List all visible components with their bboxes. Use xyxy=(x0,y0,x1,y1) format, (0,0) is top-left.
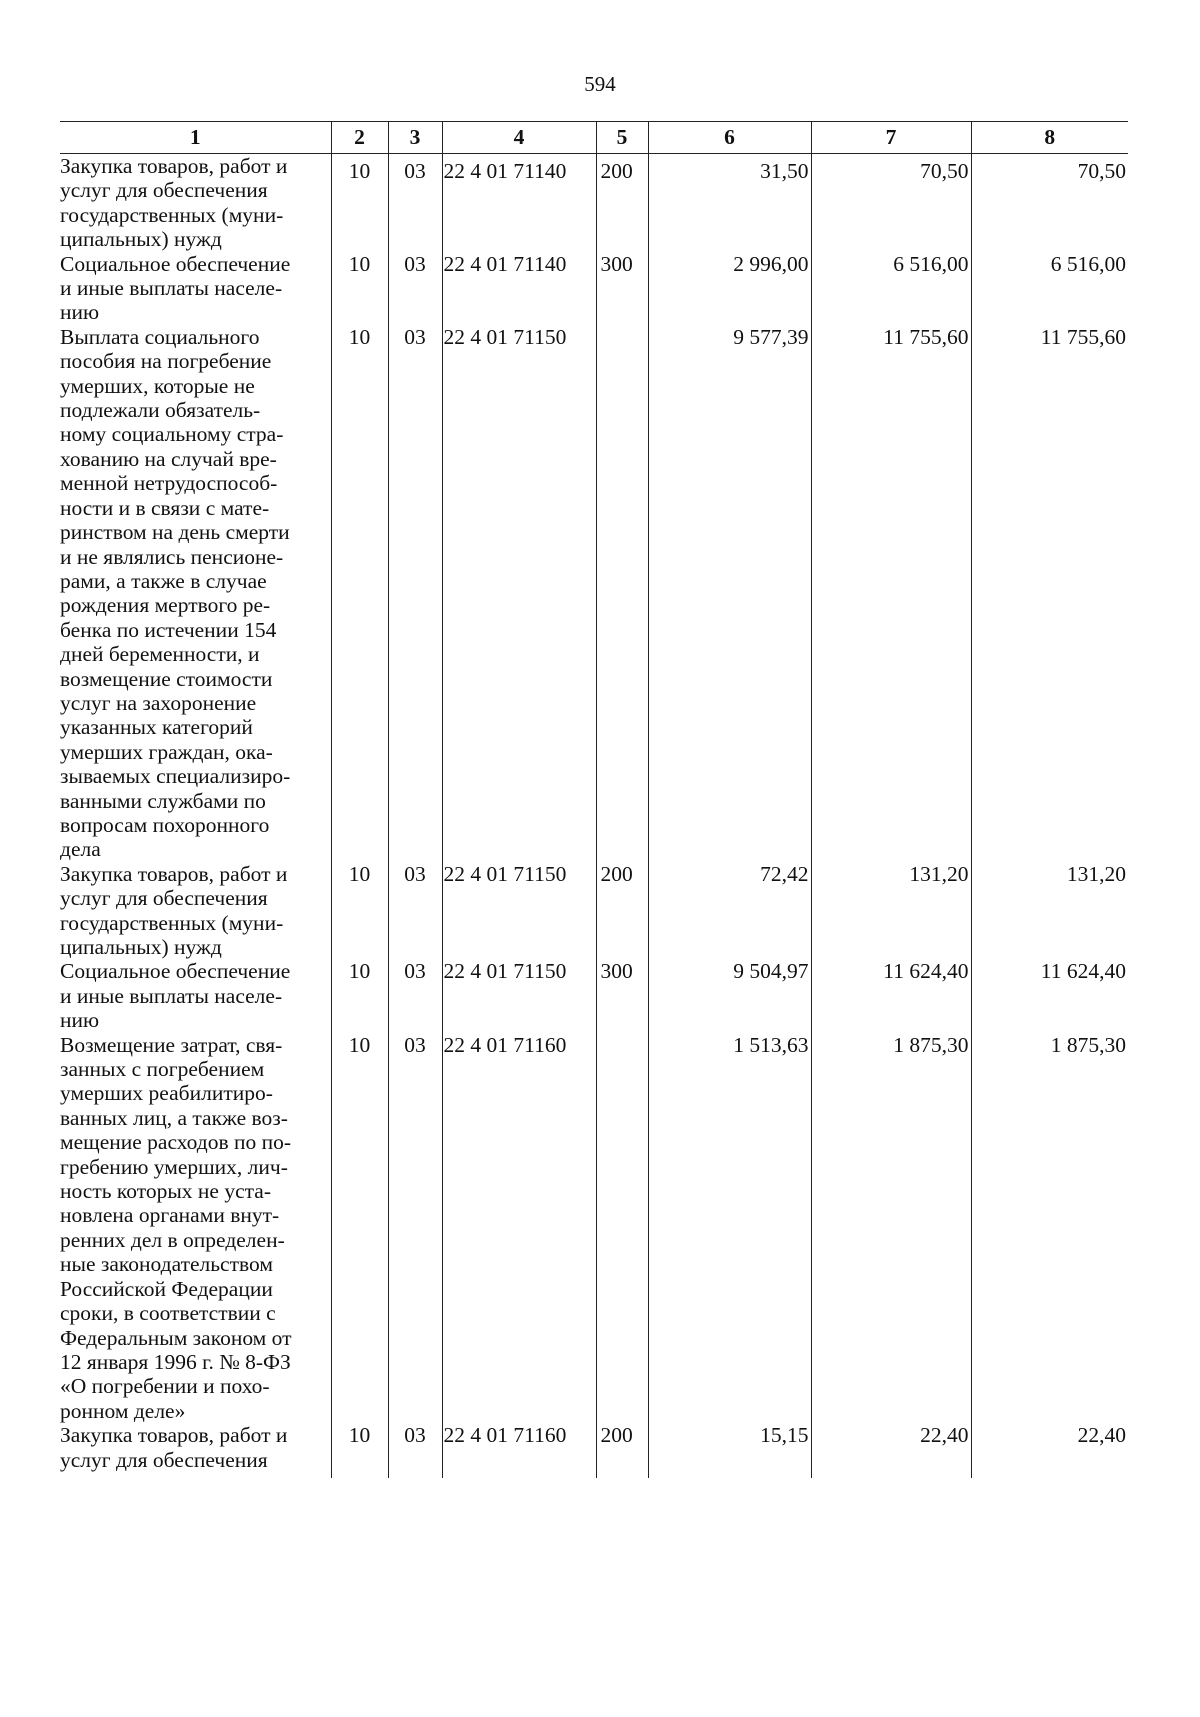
row-value-8: 70,50 xyxy=(971,154,1128,252)
header-col-7: 7 xyxy=(811,122,971,154)
row-value-6: 15,15 xyxy=(648,1423,811,1478)
header-col-6: 6 xyxy=(648,122,811,154)
row-name: Социальное обеспечение и иные выплаты населе- нию xyxy=(60,251,291,325)
row-name: Закупка товаров, работ и услуг для обеспечения государственных (муни- ципальных) нужд xyxy=(60,154,288,252)
row-section: 10 xyxy=(331,154,388,252)
row-value-8: 1 875,30 xyxy=(971,1033,1128,1424)
row-target-code: 22 4 01 71140 xyxy=(442,154,596,252)
row-subsection: 03 xyxy=(388,325,442,862)
row-value-6: 1 513,63 xyxy=(648,1033,811,1424)
row-name: Социальное обеспечение и иные выплаты населе- нию xyxy=(60,959,291,1033)
row-subsection: 03 xyxy=(388,959,442,1032)
table-body xyxy=(60,154,1128,1478)
table-row xyxy=(60,1423,1128,1478)
header-col-2: 2 xyxy=(331,122,388,154)
table-row xyxy=(60,862,1128,960)
row-section: 10 xyxy=(331,862,388,960)
row-name: Выплата социального пособия на погребение умерших, которые не подлежали обязатель- ному социальному стра- хованию на случай вре- менной нетрудоспособ- ности и в связи с мате- ринством на день смерти и не являлись пенсионе- рами, а также в случае рождения мертвого ре- бенка по истечении 154 дней беременности, и возмещение стоимости услуг на захоронение указанных категорий умерших граждан, ока- зываемых специализиро- ванными службами по вопросам похоронного дела xyxy=(60,324,291,862)
header-col-1: 1 xyxy=(60,122,331,154)
row-value-7: 22,40 xyxy=(811,1423,971,1478)
row-section: 10 xyxy=(331,1033,388,1424)
row-value-8: 131,20 xyxy=(971,862,1128,960)
row-value-6: 9 577,39 xyxy=(648,325,811,862)
row-value-8: 22,40 xyxy=(971,1423,1128,1478)
row-subsection: 03 xyxy=(388,1423,442,1478)
row-expense-type xyxy=(596,1033,648,1424)
table-row xyxy=(60,154,1128,252)
row-target-code: 22 4 01 71160 xyxy=(442,1033,596,1424)
header-col-4: 4 xyxy=(442,122,596,154)
header-col-5: 5 xyxy=(596,122,648,154)
row-target-code: 22 4 01 71150 xyxy=(442,325,596,862)
row-subsection: 03 xyxy=(388,252,442,325)
table-row xyxy=(60,325,1128,862)
row-expense-type: 300 xyxy=(596,252,648,325)
row-value-8: 11 755,60 xyxy=(971,325,1128,862)
header-col-3: 3 xyxy=(388,122,442,154)
row-value-7: 11 624,40 xyxy=(811,959,971,1032)
row-name: Закупка товаров, работ и услуг для обеспечения государственных (муни- ципальных) нужд xyxy=(60,861,288,959)
row-value-8: 6 516,00 xyxy=(971,252,1128,325)
row-value-7: 11 755,60 xyxy=(811,325,971,862)
row-expense-type: 300 xyxy=(596,959,648,1032)
row-name: Возмещение затрат, свя- занных с погребением умерших реабилитиро- ванных лиц, а также воз- мещение расходов по по- гребению умерших, лич- ность которых не уста- новлена органами внут- ренних дел в определен- ные законодательством Российской Федерации сроки, в соответствии с Федеральным законом от 12 января 1996 г. № 8-ФЗ «О погребении и похо- ронном деле» xyxy=(60,1032,292,1423)
budget-table xyxy=(60,121,1128,1478)
header-row xyxy=(60,122,1128,154)
row-target-code: 22 4 01 71140 xyxy=(442,252,596,325)
table-row xyxy=(60,1033,1128,1424)
row-target-code: 22 4 01 71150 xyxy=(442,862,596,960)
budget-table-container xyxy=(60,121,1128,1478)
row-value-6: 9 504,97 xyxy=(648,959,811,1032)
row-value-8: 11 624,40 xyxy=(971,959,1128,1032)
header-col-8: 8 xyxy=(971,122,1128,154)
row-value-7: 70,50 xyxy=(811,154,971,252)
row-target-code: 22 4 01 71150 xyxy=(442,959,596,1032)
row-subsection: 03 xyxy=(388,154,442,252)
page-number: 594 xyxy=(584,72,616,96)
row-section: 10 xyxy=(331,1423,388,1478)
row-value-7: 6 516,00 xyxy=(811,252,971,325)
row-value-7: 1 875,30 xyxy=(811,1033,971,1424)
row-value-7: 131,20 xyxy=(811,862,971,960)
row-name: Закупка товаров, работ и услуг для обеспечения xyxy=(60,1423,288,1472)
row-section: 10 xyxy=(331,325,388,862)
row-subsection: 03 xyxy=(388,862,442,960)
row-section: 10 xyxy=(331,959,388,1032)
table-row xyxy=(60,959,1128,1032)
row-target-code: 22 4 01 71160 xyxy=(442,1423,596,1478)
row-value-6: 31,50 xyxy=(648,154,811,252)
row-expense-type: 200 xyxy=(596,1423,648,1478)
row-expense-type: 200 xyxy=(596,154,648,252)
row-value-6: 2 996,00 xyxy=(648,252,811,325)
row-subsection: 03 xyxy=(388,1033,442,1424)
table-header xyxy=(60,122,1128,154)
row-value-6: 72,42 xyxy=(648,862,811,960)
row-expense-type xyxy=(596,325,648,862)
table-row xyxy=(60,252,1128,325)
row-section: 10 xyxy=(331,252,388,325)
row-expense-type: 200 xyxy=(596,862,648,960)
